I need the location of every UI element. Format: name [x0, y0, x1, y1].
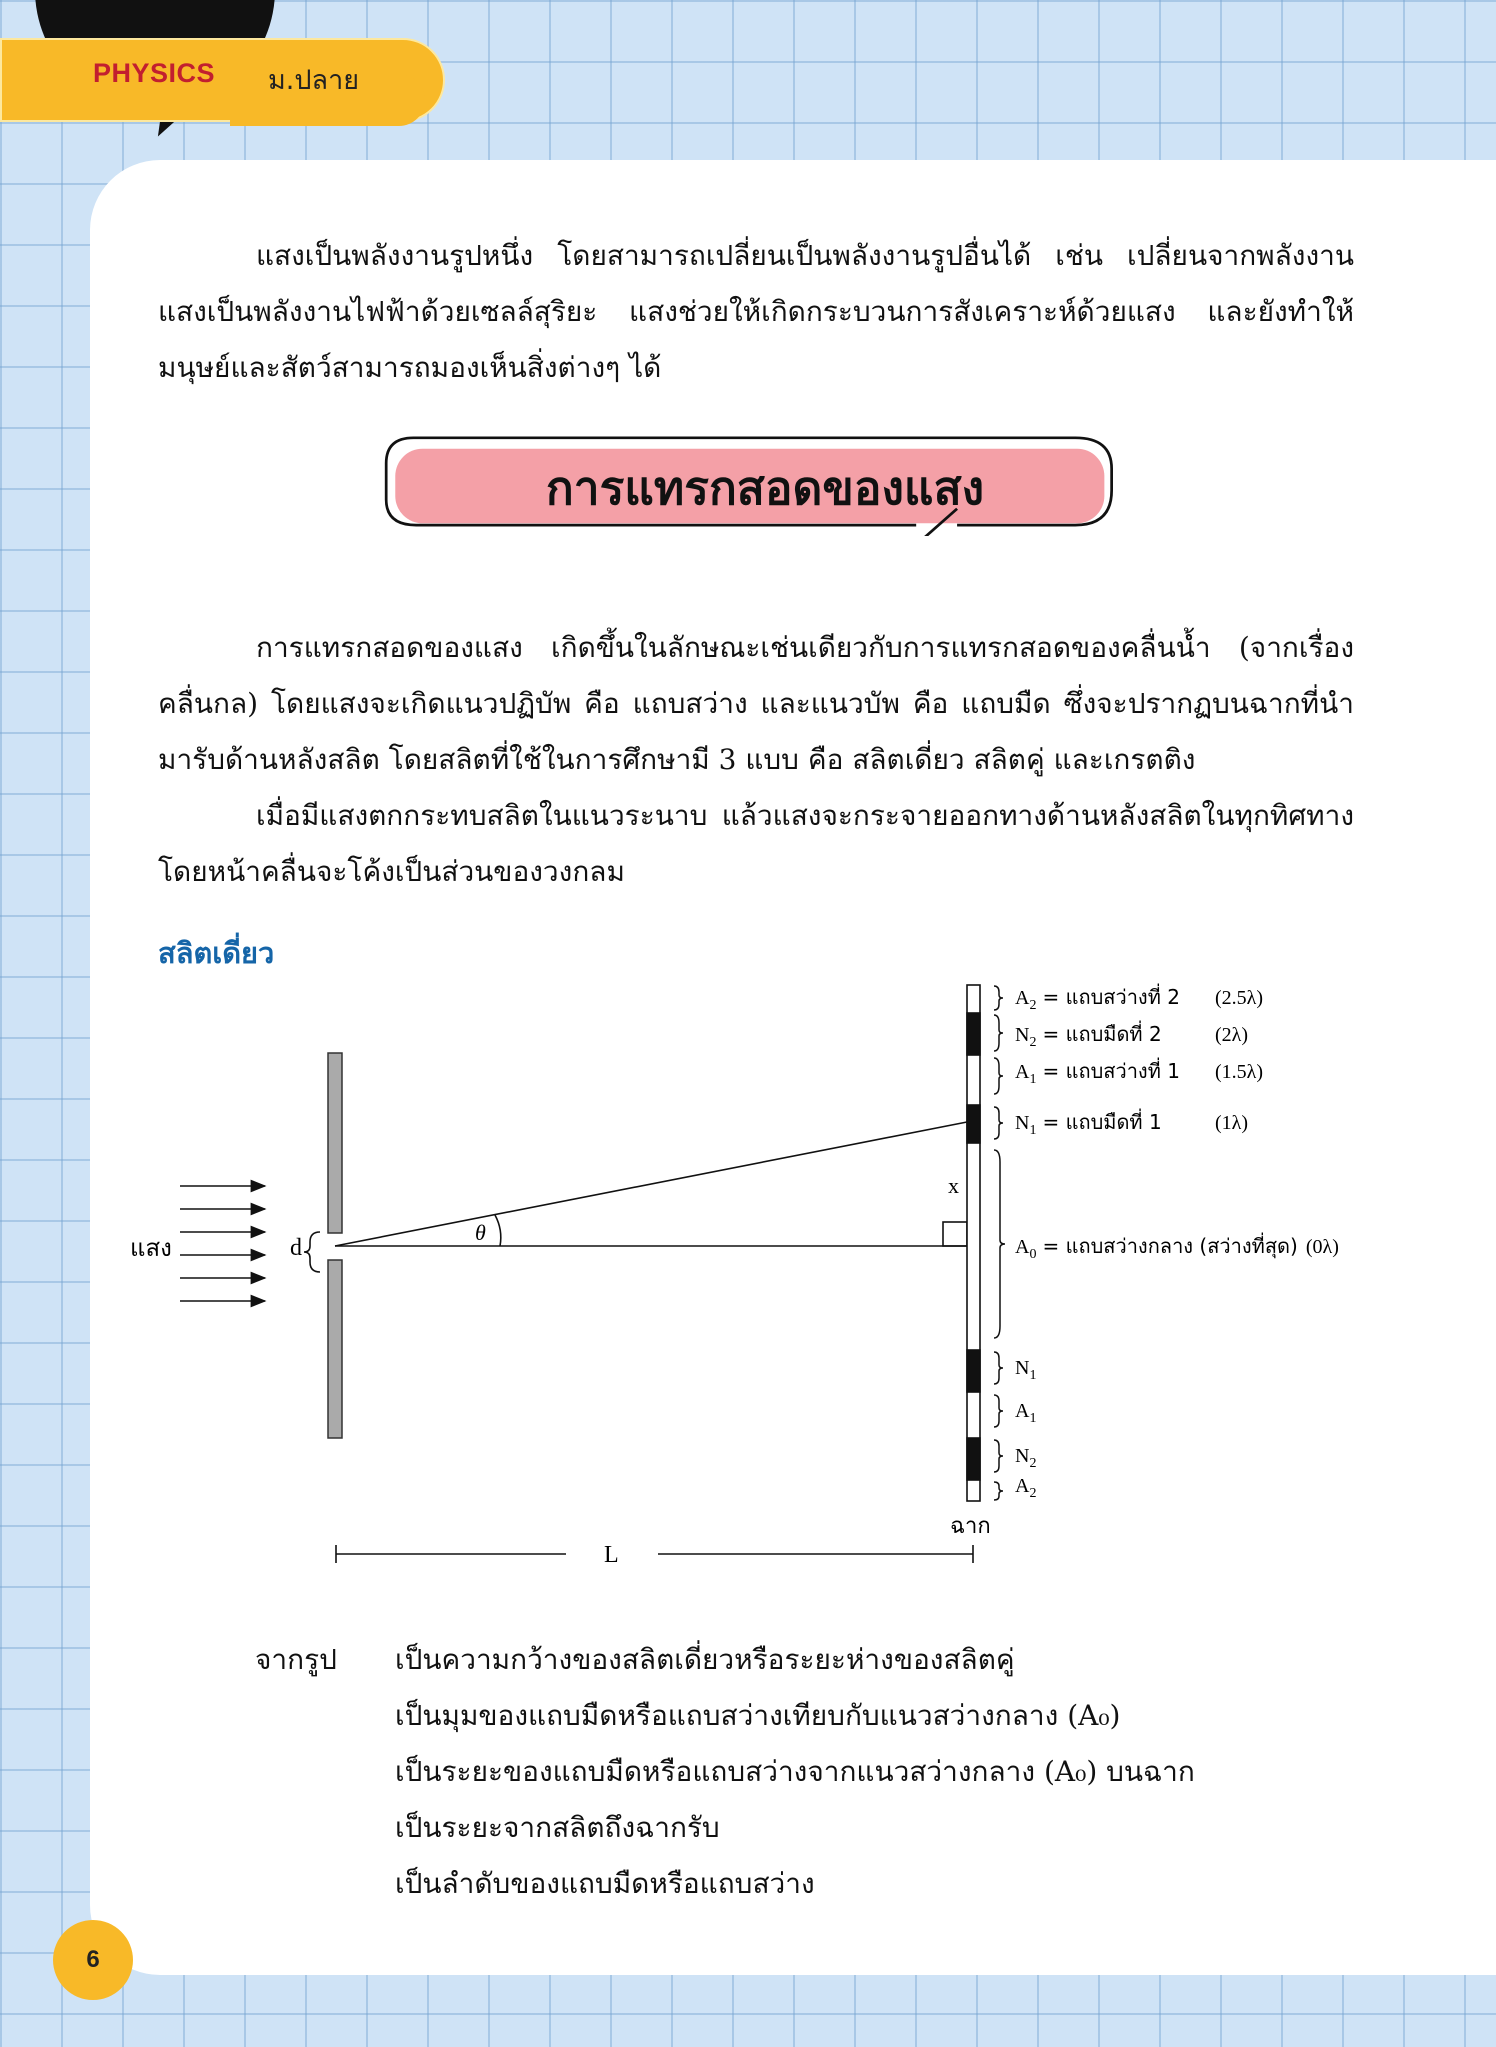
svg-text:(1.5λ): (1.5λ) [1215, 1061, 1264, 1083]
svg-text:(2λ): (2λ) [1215, 1024, 1249, 1046]
slit-barrier-top [328, 1053, 342, 1233]
subject-label: PHYSICS [93, 58, 216, 88]
band-label-a2 [1015, 983, 1263, 1013]
screen [967, 985, 980, 1501]
def-text-theta: เป็นมุมของแถบมืดหรือแถบสว่างเทียบกับแนวสว่างกลาง (A₀) [395, 1699, 1121, 1732]
section-paragraph-2: เมื่อมีแสงตกกระทบสลิตในแนวระนาบ แล้วแสงจะกระจายออกทางด้านหลังสลิตในทุกทิศทาง โดยหน้าคลื่นจะโค้งเป็นส่วนของวงกลม [158, 799, 1354, 888]
level-label: ม.ปลาย [268, 65, 360, 96]
svg-text:N1= แถบมืดที่ 1: $N_1$ = แถบมืดที่ 1 [1015, 1110, 1162, 1138]
screen-label: ฉาก [950, 1514, 991, 1539]
section-paragraph-1: การแทรกสอดของแสง เกิดขึ้นในลักษณะเช่นเดียวกับการแทรกสอดของคลื่นน้ำ (จากเรื่องคลื่นกล) โดยแสงจะเกิดแนวปฏิบัพ คือ แถบสว่าง และแนวบัพ คือ แถบมืด ซึ่งจะปรากฏบนฉากที่นำมารับด้านหลังสลิต โดยสลิตที่ใช้ในการศึกษามี 3 แบบ คือ สลิตเดี่ยว สลิตคู่ และเกรตติง [158, 631, 1354, 776]
def-text-n: เป็นลำดับของแถบมืดหรือแถบสว่าง [395, 1867, 815, 1900]
svg-text:(1λ): (1λ) [1215, 1112, 1249, 1134]
def-text-d: เป็นความกว้างของสลิตเดี่ยวหรือระยะห่างของสลิตคู่ [395, 1643, 1015, 1676]
band-label-lower-n2: $N_2$ [1015, 1445, 1037, 1471]
distance-L-label: L [604, 1542, 619, 1568]
light-arrows [180, 1186, 265, 1301]
single-slit-diagram [110, 970, 1410, 1570]
band-label-n2 [1015, 1020, 1248, 1050]
distance-L-line [336, 1545, 973, 1563]
band-label-lower-a1: $A_1$ [1015, 1400, 1037, 1426]
angle-label: θ [475, 1220, 486, 1245]
slit-width-label: d [290, 1235, 302, 1261]
header-tag [0, 38, 445, 122]
def-text-L: เป็นระยะจากสลิตถึงฉากรับ [395, 1811, 720, 1844]
page-number: 6 [53, 1920, 133, 2000]
svg-text:N2= แถบมืดที่ 2: $N_2$ = แถบมืดที่ 2 [1015, 1022, 1162, 1050]
intro-paragraph: แสงเป็นพลังงานรูปหนึ่ง โดยสามารถเปลี่ยนเป็นพลังงานรูปอื่นได้ เช่น เปลี่ยนจากพลังงานแสงเป็นพลังงานไฟฟ้าด้วยเซลล์สุริยะ แสงช่วยให้เกิดกระบวนการสังเคราะห์ด้วยแสง และยังทำให้มนุษย์และสัตว์สามารถมองเห็นสิ่งต่างๆ ได้ [158, 239, 1354, 384]
x-label: x [948, 1173, 959, 1198]
band-label-lower-a2: $A_2$ [1015, 1475, 1037, 1501]
svg-text:A0= แถบสว่างกลาง (สว่างที่สุด): $A_0$ = แถบสว่างกลาง (สว่างที่สุด) (0λ) [1015, 1234, 1339, 1262]
svg-text:A1= แถบสว่างที่ 1: $A_1$ = แถบสว่างที่ 1 [1015, 1059, 1180, 1087]
slit-barrier-bottom [328, 1260, 342, 1438]
section-title: การแทรกสอดของแสง [545, 461, 985, 515]
definitions-lead: จากรูป [255, 1643, 337, 1676]
single-slit-subtitle: สลิตเดี่ยว [158, 936, 275, 970]
def-text-x: เป็นระยะของแถบมืดหรือแถบสว่างจากแนวสว่างกลาง (A₀) บนฉาก [395, 1755, 1195, 1788]
band-label-lower-n1: $N_1$ [1015, 1357, 1037, 1383]
svg-text:(2.5λ): (2.5λ) [1215, 987, 1264, 1009]
light-label: แสง [130, 1234, 172, 1262]
svg-text:A2= แถบสว่างที่ 2: $A_2$ = แถบสว่างที่ 2 [1015, 985, 1180, 1013]
band-label-n1 [1015, 1108, 1248, 1138]
band-label-a1 [1015, 1057, 1263, 1087]
band-label-a0 [1015, 1232, 1339, 1262]
